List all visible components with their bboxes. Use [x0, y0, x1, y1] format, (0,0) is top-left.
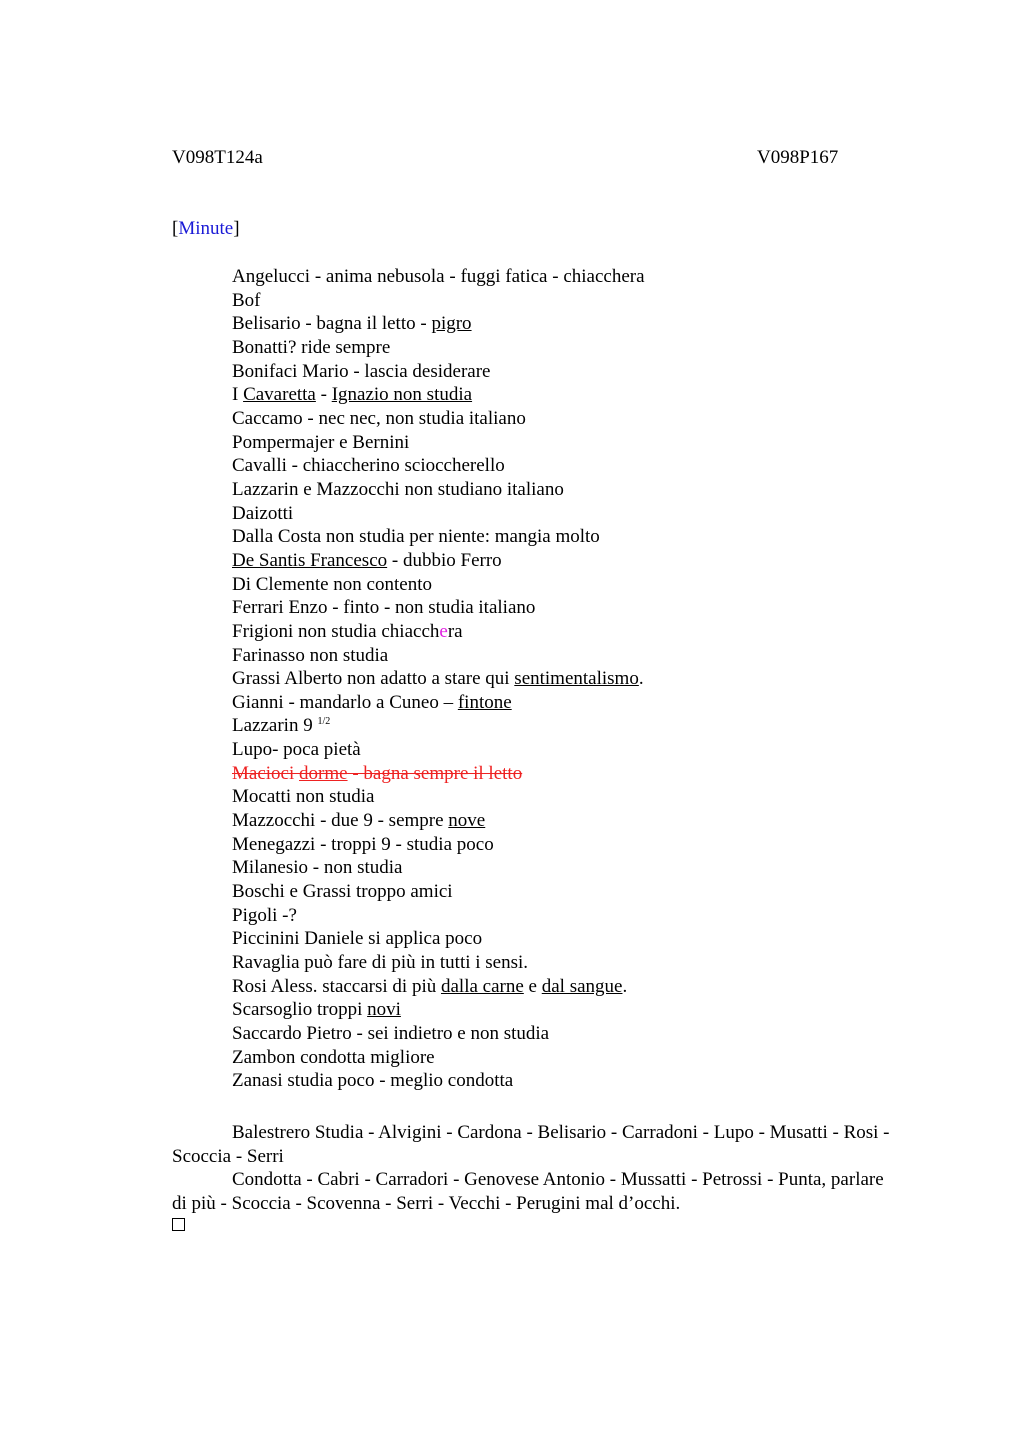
list-item: Frigioni non studia chiacchera — [232, 620, 463, 642]
list-item: Milanesio - non studia — [232, 857, 403, 879]
list-item: Belisario - bagna il letto - pigro — [232, 313, 472, 335]
list-item: Pigoli -? — [232, 904, 297, 926]
list-item: Cavalli - chiaccherino scioccherello — [232, 455, 505, 477]
list-item: Bof — [232, 289, 261, 311]
paragraph-studia: Balestrero Studia - Alvigini - Cardona - Belisario - Carradoni - Lupo - Musatti - Rosi - Scoccia - Serri — [172, 1122, 890, 1167]
list-item: Grassi Alberto non adatto a stare qui sentimentalismo. — [232, 668, 644, 690]
list-item: Bonatti? ride sempre — [232, 336, 391, 358]
document-code-left: V098T124a — [172, 147, 263, 168]
section-heading — [172, 217, 240, 241]
list-item: I Cavaretta - Ignazio non studia — [232, 384, 473, 406]
student-notes-list — [232, 265, 645, 1093]
section-label: Minute — [178, 218, 234, 239]
list-item: Ravaglia può fare di più in tutti i sensi. — [232, 952, 529, 974]
list-item: Saccardo Pietro - sei indietro e non studia — [232, 1023, 550, 1044]
list-item: Mazzocchi - due 9 - sempre nove — [232, 810, 486, 832]
list-item: Zambon condotta migliore — [232, 1046, 435, 1068]
list-item: Scarsoglio troppi novi — [232, 999, 401, 1021]
list-item: Gianni - mandarlo a Cuneo – fintone — [232, 691, 512, 713]
struck-list-item: Macioci dorme - bagna sempre il letto — [232, 762, 523, 784]
list-item: Piccinini Daniele si applica poco — [232, 928, 483, 950]
list-item: De Santis Francesco - dubbio Ferro — [232, 549, 502, 571]
list-item: Caccamo - nec nec, non studia italiano — [232, 407, 526, 429]
list-item: Boschi e Grassi troppo amici — [232, 881, 453, 903]
square-outline-icon — [172, 1218, 185, 1231]
bracket-close: ] — [233, 218, 240, 239]
list-item: Lazzarin 9 $^{1/2}$ — [232, 715, 331, 737]
list-item: Ferrari Enzo - finto - non studia italiano — [232, 597, 536, 619]
list-item: Bonifaci Mario - lascia desiderare — [232, 360, 491, 382]
paragraph-condotta: Condotta - Cabri - Carradori - Genovese Antonio - Mussatti - Petrossi - Punta, parlare di più - Scoccia - Scovenna - Serri - Vecchi - Perugini mal d’occhi. — [172, 1169, 884, 1214]
list-item: Daizotti — [232, 502, 294, 524]
list-item: Zanasi studia poco - meglio condotta — [232, 1070, 514, 1092]
list-item: Mocatti non studia — [232, 786, 375, 808]
list-item: Menegazzi - troppi 9 - studia poco — [232, 833, 494, 855]
bracket-open: [ — [172, 218, 179, 239]
list-item: Di Clemente non contento — [232, 573, 432, 595]
list-item: Pompermajer e Bernini — [232, 431, 410, 453]
list-item: Lazzarin e Mazzocchi non studiano italiano — [232, 478, 564, 500]
document-code-right: V098P167 — [757, 147, 839, 168]
list-item: Angelucci - anima nebusola - fuggi fatica - chiacchera — [232, 266, 645, 287]
list-item: Farinasso non studia — [232, 644, 389, 666]
list-item: Dalla Costa non studia per niente: mangia molto — [232, 526, 600, 548]
list-item: Lupo- poca pietà — [232, 739, 361, 761]
list-item: Rosi Aless. staccarsi di più dalla carne e dal sangue. — [232, 975, 628, 997]
